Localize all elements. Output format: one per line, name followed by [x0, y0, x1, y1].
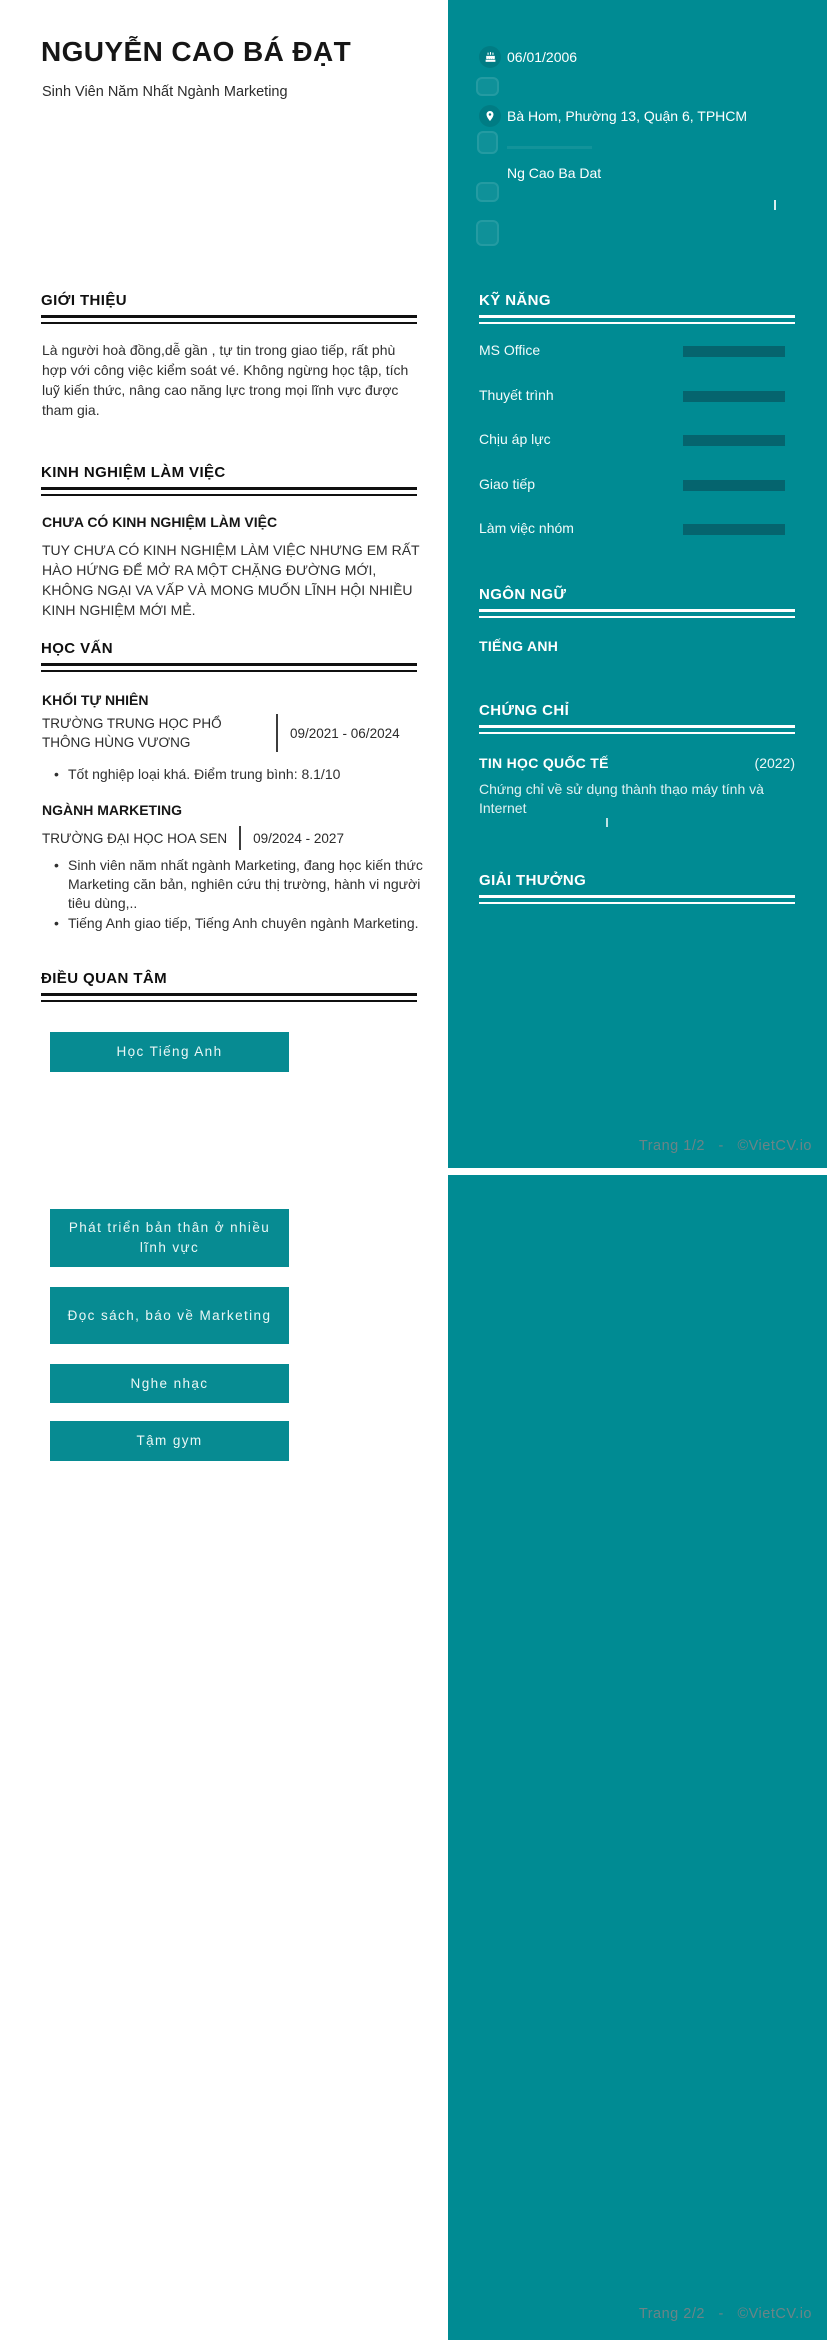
location-icon-circle — [479, 105, 501, 127]
skill-label: Thuyết trình — [479, 387, 554, 403]
bullet-dot: • — [54, 857, 59, 873]
skill-label: MS Office — [479, 342, 541, 358]
experience-job-title: CHƯA CÓ KINH NGHIỆM LÀM VIỆC — [42, 514, 278, 530]
section-awards — [479, 872, 795, 904]
section-about-title: GIỚI THIỆU — [41, 292, 127, 309]
certificate-description: Chứng chỉ về sử dụng thành thạo máy tính và Internet — [479, 781, 764, 816]
section-interests — [41, 970, 417, 1002]
education-bullet — [42, 914, 424, 933]
page1-footer — [639, 1138, 812, 1154]
section-rule — [479, 609, 795, 618]
candidate-title: Sinh Viên Năm Nhất Ngành Marketing — [42, 84, 288, 100]
education-entry — [42, 826, 420, 850]
experience-text: TUY CHƯA CÓ KINH NGHIỆM LÀM VIỆC NHƯNG EM RẤT HÀO HỨNG ĐỂ MỞ RA MỘT CHẶNG ĐƯỜNG MỚI, KHÔNG NGẠI VA VẤP VÀ MONG MUỐN LĨNH HỘI NHIỀU KINH NGHIỆM MỚI MẺ. — [42, 542, 420, 618]
section-skills-title: KỸ NĂNG — [479, 292, 551, 309]
education-bullet-text: Tốt nghiệp loại khá. Điểm trung bình: 8.1/10 — [68, 766, 341, 782]
section-education — [41, 640, 417, 672]
language-item: TIẾNG ANH — [479, 638, 559, 654]
skill-label: Giao tiếp — [479, 476, 536, 492]
cursor-artifact — [606, 818, 608, 827]
skill-row — [479, 476, 795, 496]
page-break-gap — [0, 1168, 827, 1175]
education-school: TRƯỜNG ĐẠI HỌC HOA SEN — [42, 830, 228, 846]
divider — [239, 826, 241, 850]
footer-separator: - — [718, 2306, 724, 2322]
section-skills — [479, 292, 795, 324]
education-entry — [42, 714, 420, 752]
bullet-dot: • — [54, 766, 59, 782]
education-bullet-text: Sinh viên năm nhất ngành Marketing, đang học kiến thức Marketing căn bản, nghiên cứu thị trường, hành vi người tiêu dùng,.. — [68, 857, 423, 911]
section-languages-title: NGÔN NGỮ — [479, 586, 567, 603]
page-number: Trang 1/2 — [638, 1138, 705, 1154]
skill-bar — [683, 435, 785, 446]
section-rule — [41, 487, 417, 496]
skill-row — [479, 431, 795, 451]
brand-credit: ©VietCV.io — [737, 1138, 812, 1154]
page2-footer — [639, 2306, 812, 2322]
skill-label: Làm việc nhóm — [479, 520, 574, 536]
cake-icon — [484, 51, 497, 64]
address-value: Bà Hom, Phường 13, Quận 6, TPHCM — [507, 108, 748, 124]
birthday-icon — [479, 46, 501, 68]
section-rule — [41, 315, 417, 324]
skill-row — [479, 342, 795, 362]
location-pin-icon — [484, 110, 496, 122]
ghost-icon-placeholder — [476, 182, 499, 202]
section-rule — [479, 725, 795, 734]
certificate-year: (2022) — [754, 755, 795, 771]
footer-separator: - — [718, 1138, 724, 1154]
education-bullet-text: Tiếng Anh giao tiếp, Tiếng Anh chuyên ngành Marketing. — [68, 915, 419, 931]
skill-bar — [683, 480, 785, 491]
social-name-value: Ng Cao Ba Dat — [507, 165, 602, 181]
section-certificates — [479, 702, 795, 734]
certificate-entry — [479, 755, 795, 771]
section-experience — [41, 464, 417, 496]
interest-chip: Đọc sách, báo về Marketing — [50, 1287, 289, 1344]
section-rule — [479, 315, 795, 324]
about-text: Là người hoà đồng,dễ gần , tự tin trong giao tiếp, rất phù hợp với công việc kiểm soát vé. Không ngừng học tập, tích luỹ kiến thức, nâng cao năng lực trong mọi lĩnh vực được tham gia. — [42, 342, 409, 418]
divider — [276, 714, 278, 752]
ghost-text-placeholder — [507, 146, 592, 149]
education-bullet — [42, 765, 420, 784]
right-panel-page1 — [448, 0, 827, 1168]
ghost-icon-placeholder — [477, 131, 498, 154]
birthday-value: 06/01/2006 — [507, 49, 578, 65]
skill-row — [479, 387, 795, 407]
skill-bar — [683, 391, 785, 402]
section-rule — [41, 663, 417, 672]
interest-chip: Nghe nhạc — [50, 1364, 289, 1403]
section-awards-title: GIẢI THƯỞNG — [479, 872, 587, 889]
skill-label: Chịu áp lực — [479, 431, 551, 447]
ghost-icon-placeholder — [476, 220, 499, 246]
section-rule — [479, 895, 795, 904]
cursor-artifact — [774, 200, 776, 210]
ghost-icon-placeholder — [476, 77, 499, 96]
skill-row — [479, 520, 795, 540]
section-certificates-title: CHỨNG CHỈ — [479, 702, 570, 719]
page-number: Trang 2/2 — [638, 2306, 705, 2322]
brand-credit: ©VietCV.io — [737, 2306, 812, 2322]
section-interests-title: ĐIỀU QUAN TÂM — [41, 970, 168, 987]
skill-bar — [683, 346, 785, 357]
education-major: KHỐI TỰ NHIÊN — [42, 692, 149, 708]
section-about — [41, 292, 417, 324]
education-dates: 09/2021 - 06/2024 — [290, 725, 400, 741]
bullet-dot: • — [54, 915, 59, 931]
interest-chip: Tậm gym — [50, 1421, 289, 1461]
education-school: TRƯỜNG TRUNG HỌC PHỔ THÔNG HÙNG VƯƠNG — [42, 716, 222, 750]
right-panel-page2 — [448, 1175, 827, 2340]
certificate-name: TIN HỌC QUỐC TẾ — [479, 755, 609, 771]
section-education-title: HỌC VẤN — [41, 640, 113, 657]
education-bullet — [42, 856, 424, 913]
skill-bar — [683, 524, 785, 535]
section-experience-title: KINH NGHIỆM LÀM VIỆC — [41, 464, 226, 481]
interest-chip: Phát triển bản thân ở nhiều lĩnh vực — [50, 1209, 289, 1267]
education-major: NGÀNH MARKETING — [42, 802, 182, 818]
candidate-name: NGUYỄN CAO BÁ ĐẠT — [41, 36, 352, 67]
section-rule — [41, 993, 417, 1002]
section-languages — [479, 586, 795, 618]
interest-chip: Học Tiếng Anh — [50, 1032, 289, 1072]
education-dates: 09/2024 - 2027 — [253, 830, 344, 846]
